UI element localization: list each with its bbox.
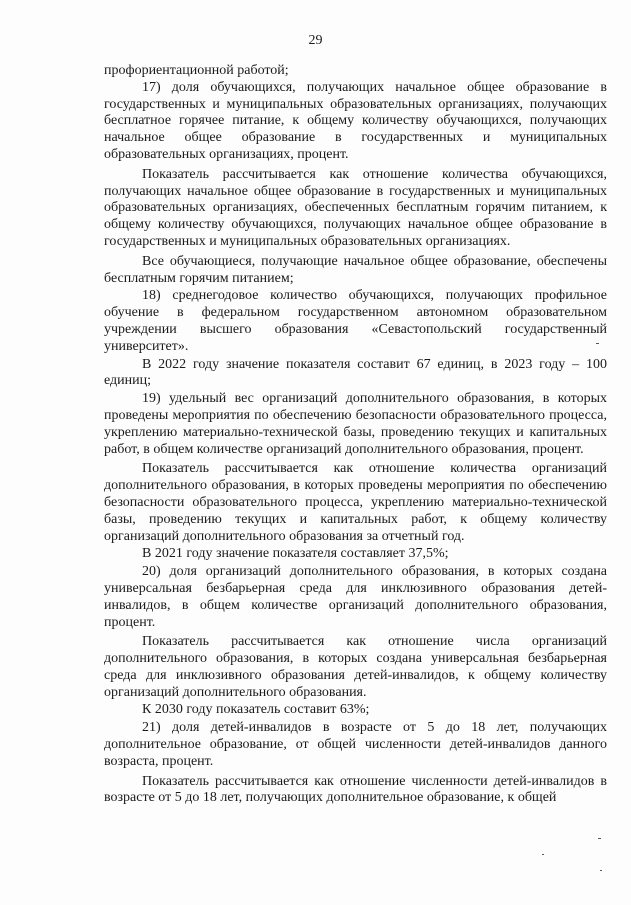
scan-speck <box>596 343 599 344</box>
paragraph: профориентационной работой; <box>104 63 289 78</box>
scan-speck <box>542 854 544 855</box>
paragraph: Показатель рассчитывается как отношение числа организаций дополнительного образования, в которых создана универсальная безбарьерная среда для инклюзивного образования детей-инвалидов, к общему количеству организаций дополнительного образования. <box>104 634 607 700</box>
paragraph: В 2022 году значение показателя составит 67 единиц, в 2023 году – 100 единиц; <box>104 356 607 389</box>
document-body <box>104 63 607 807</box>
paragraph: Показатель рассчитывается как отношение количества организаций дополнительного образования, в которых проведены мероприятия по обеспечению безопасности образовательного процесса, укреплению материально-технической базы, проведению текущих и капитальных работ, к общему количеству организаций дополнительного образования за отчетный год. <box>104 461 607 544</box>
paragraph: 17) доля обучающихся, получающих начальное общее образование в государственных и муниципальных образовательных организациях, получающих бесплатное горячее питание, к общему количеству обучающихся, получающих начальное общее образование в государственных и муниципальных образовательных организациях, процент. <box>104 79 607 162</box>
page-number: 29 <box>308 33 323 48</box>
paragraph: В 2021 году значение показателя составляет 37,5%; <box>142 546 449 562</box>
paragraph: Все обучающиеся, получающие начальное общее образование, обеспечены бесплатным горячим питанием; <box>104 253 607 286</box>
scan-speck <box>598 838 601 839</box>
paragraph: 21) доля детей-инвалидов в возрасте от 5 до 18 лет, получающих дополнительное образование, от общей численности детей-инвалидов данного возраста, процент. <box>104 720 607 769</box>
paragraph: К 2030 году показатель составит 63%; <box>142 702 370 718</box>
paragraph: Показатель рассчитывается как отношение количества обучающихся, получающих начальное общее образование в государственных и муниципальных образовательных организациях, обеспеченных бесплатным горячим питанием, к общему количеству обучающихся, получающих начальное общее образование в государственных и муниципальных образовательных организациях. <box>104 166 607 249</box>
paragraph: 18) среднегодовое количество обучающихся, получающих профильное обучение в федеральном государственном автономном образовательном учреждении высшего образования «Севастопольский государственный университет». <box>104 288 607 354</box>
paragraph: 19) удельный вес организаций дополнительного образования, в которых проведены мероприятия по обеспечению безопасности образовательного процесса, укреплению материально-технической базы, проведению текущих и капитальных работ, в общем количестве организаций дополнительного образования, процент. <box>104 391 607 457</box>
scan-speck <box>600 870 602 871</box>
paragraph: 20) доля организаций дополнительного образования, в которых создана универсальная безбарьерная среда для инклюзивного образования детей-инвалидов, в общем количестве организаций дополнительного образования, процент. <box>104 564 607 630</box>
paragraph: Показатель рассчитывается как отношение численности детей-инвалидов в возрасте от 5 до 18 лет, получающих дополнительное образование, к общей <box>104 773 607 806</box>
